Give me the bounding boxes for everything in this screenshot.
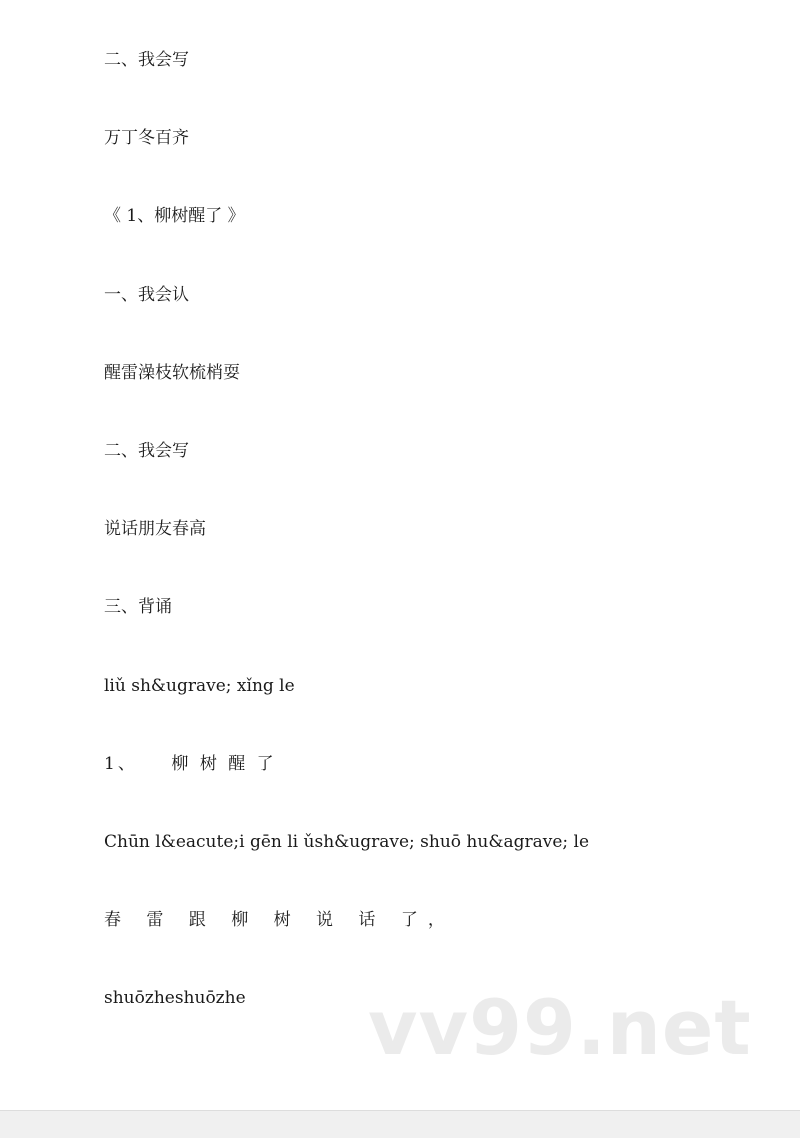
section-heading-recite: 三、背诵: [104, 597, 172, 617]
poem-title: 1、 柳 树 醒 了: [104, 754, 277, 774]
lesson-title: 《 1、柳树醒了 》: [104, 206, 245, 226]
character-list-write-2: 说话朋友春高: [104, 519, 206, 539]
watermark-logo: vv99.net: [368, 983, 752, 1072]
character-list-write: 万丁冬百齐: [104, 128, 189, 148]
section-heading-write-2: 二、我会写: [104, 441, 189, 461]
section-heading-write: 二、我会写: [104, 50, 189, 70]
pinyin-line-1: Chūn l&eacute;i gēn li ǔsh&ugrave; shuō hu&agrave; le: [104, 832, 590, 852]
poem-line-1: 春 雷 跟 柳 树 说 话 了，: [104, 910, 455, 930]
page-bottom-strip: [0, 1110, 800, 1138]
section-heading-recognize: 一、我会认: [104, 285, 189, 305]
pinyin-title: liǔ sh&ugrave; xǐng le: [104, 676, 295, 696]
pinyin-line-2: shuōzheshuōzhe: [104, 988, 246, 1008]
character-list-recognize: 醒雷澡枝软梳梢耍: [104, 363, 240, 383]
